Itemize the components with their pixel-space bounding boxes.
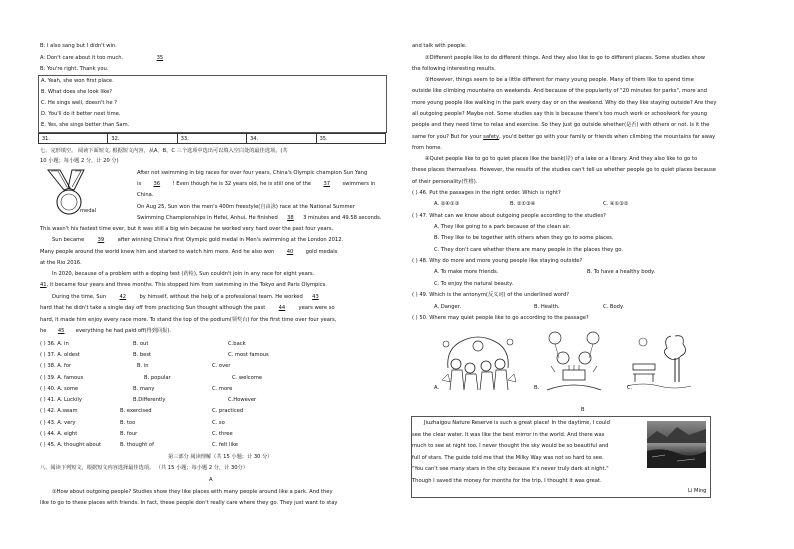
q48-c[interactable]: C. To enjoy the natural beauty.	[434, 281, 514, 287]
b-line4: full of stars. The guide told me that the Milky Way was not so hard to see.	[412, 455, 604, 461]
a3-line5: people and they need time to relax and exercise. So they just go outside whether(是否) with others or not. Is it the	[412, 122, 710, 128]
answer-cell-33[interactable]: 33.	[177, 134, 246, 144]
mc-43-b[interactable]: B. too	[120, 420, 136, 426]
q47: ( ) 47. What can we know about outgoing people according to the studies?	[412, 213, 606, 219]
mc-43-a[interactable]: ( ) 43. A. very	[40, 420, 76, 426]
mc-40-c[interactable]: C. more	[212, 386, 233, 392]
mc-42-a[interactable]: ( ) 42. A.swam	[40, 408, 78, 414]
mc-36-c[interactable]: C.back	[228, 341, 246, 347]
option-e: E. Yes, she sings better than Sam.	[41, 122, 130, 128]
option-d: D. You'll do it better next time.	[41, 111, 121, 117]
b-line6: Though I saved the money for months for the trip, I thought it was great.	[412, 478, 602, 484]
a1-line2: like to go to these places with friends. In fact, these people don't really care where they go. They just want to stay	[40, 500, 338, 506]
blank-40: 40	[286, 249, 294, 255]
b-line1: Jiuzhaigou Nature Reserve is such a great place! In the daytime, I could	[424, 420, 610, 426]
mc-44-b[interactable]: B. four	[120, 431, 138, 437]
a4-line2: these places themselves. However, the results of the studies can't tell us whether people go to quiet places because	[412, 167, 716, 173]
q46-c[interactable]: C. ④①③②	[603, 201, 629, 207]
underlined-safety: safety	[483, 134, 500, 140]
lake-photo	[647, 421, 706, 468]
mc-41-a[interactable]: ( ) 41. A. Luckily	[40, 397, 82, 403]
q50: ( ) 50. Where may quiet people like to go according to the passage?	[412, 315, 589, 321]
picture-b-label: B.	[534, 385, 540, 391]
blank-44: 44	[278, 305, 286, 311]
q49-a[interactable]: A. Danger.	[434, 304, 462, 310]
mc-40-a[interactable]: ( ) 40. A. some	[40, 386, 79, 392]
a1-line1: ①How about outgoing people? Studies show they like places with many people around like a park. And they	[52, 489, 333, 495]
blank-39: 39	[97, 237, 105, 243]
q47-a[interactable]: A. They like going to a park because of the clean air.	[434, 224, 571, 230]
mc-40-b[interactable]: B. many	[133, 386, 155, 392]
mc-39-c[interactable]: C. welcome	[232, 375, 263, 381]
p2-line3: This wasn't his fastest time ever, but it was still a big win because he worked very hard over the past four years.	[40, 226, 334, 232]
answer-cell-34[interactable]: 34.	[247, 134, 316, 144]
mc-43-c[interactable]: C. so	[212, 420, 225, 426]
mc-37-a[interactable]: ( ) 37. A. oldest	[40, 352, 80, 358]
mc-37-c[interactable]: C. most famous	[228, 352, 269, 358]
blank-38: 38	[287, 215, 294, 221]
picture-a[interactable]	[438, 328, 518, 392]
p2-line2: Swimming Championships in Hefei, Anhui. He finished 38 3 minutes and 49.58 seconds.	[137, 215, 382, 221]
answer-cell-31[interactable]: 31.	[39, 134, 108, 144]
medal-picture	[42, 168, 102, 218]
p1-line2: is 36 ! Even though he is 32 years old, he is still one of the 37 swimmers in	[137, 181, 376, 187]
p5-line1: During the time, Sun 42 by himself, without the help of a professional team. He worked 43	[52, 294, 326, 300]
a1-end: and talk with people.	[412, 43, 467, 49]
picture-c[interactable]	[627, 328, 691, 392]
b-author: Li Ming	[688, 488, 707, 494]
answer-table	[38, 133, 386, 144]
q49-c[interactable]: C. Body.	[603, 304, 624, 310]
mc-39-a[interactable]: ( ) 39. A. famous	[40, 375, 84, 381]
p3-line3: at the Rio 2016.	[40, 260, 82, 266]
dialog-line-a: A: Don't care about it too much. 35	[40, 55, 195, 61]
blank-41: 41	[40, 282, 47, 288]
p2-line1: On Aug 25, Sun won the men's 400m freestyle(自由泳) race at the National Summer	[137, 204, 355, 210]
mc-45-a[interactable]: ( ) 45. A. thought about	[40, 442, 102, 448]
blank-43: 43	[312, 294, 319, 300]
p5-line3: hard, it made him enjoy every race more. To stand the top of the podium(领奖台) for the first time over four years,	[40, 317, 337, 323]
part3-title: 第三部分 阅读理解（共 15 小题；计 30 分）	[168, 454, 273, 460]
answer-cell-35[interactable]: 35.	[316, 134, 385, 144]
blank-45: 45	[57, 328, 65, 334]
a3-line1: ③However, things seem to be a little different for many young people. Many of them like to spend time	[425, 77, 694, 83]
p4-line1: In 2020, because of a problem with a doping test (药检), Sun couldn't join in any race for eight years.	[52, 271, 315, 277]
dialog-line-b1: B: I also sang but I didn't win.	[40, 43, 117, 49]
passage-a-label: A	[209, 477, 213, 483]
q48-b[interactable]: B. To have a healthy body.	[587, 269, 656, 275]
mc-38-a[interactable]: ( ) 38. A. for	[40, 363, 72, 369]
a3-line3: more young people like walking in the park every day or on the weekend. Why do they like staying outside? Are they	[412, 100, 717, 106]
q47-b[interactable]: B. They like to be together with others when they go to some places.	[434, 235, 614, 241]
party-people-icon	[438, 328, 518, 392]
passage-b-label: B	[581, 407, 585, 413]
birthday-cake-icon	[543, 328, 605, 392]
p1-line3: China.	[137, 192, 154, 198]
a4-line3: of their personality(性格).	[412, 179, 478, 185]
q49-b[interactable]: B. Health.	[534, 304, 560, 310]
a3-line2: outside like climbing mountains on weekends. And because of the popularity of "20 minutes for parks", more and	[412, 88, 707, 94]
p3-line2: Many people around the world knew him and started to watch him more. And he also won 40 gold medals	[40, 249, 338, 255]
b-line3: much to see at night too. I never thought the sky would be so beautiful and	[412, 443, 609, 449]
mc-42-c[interactable]: C. practiced	[212, 408, 244, 414]
q49: ( ) 49. Which is the antonym(反义词) of the underlined word?	[412, 292, 570, 298]
q47-c[interactable]: C. They don't care whether there are many people in the places they go.	[434, 247, 624, 253]
mc-36-a[interactable]: ( ) 36. A. in	[40, 341, 69, 347]
option-c: C. He sings well, doesn't he ?	[41, 100, 117, 106]
a4-line1: ④Quiet people like to go to quiet places like the bank(岸) of a lake or a library. And they also like to go to	[425, 156, 698, 162]
option-b: B. What does she look like?	[41, 89, 113, 95]
lake-bench-icon	[627, 328, 691, 392]
p3-line1: Sun became 39 after winning China's first Olympic gold medal in Men's swimming at the London 2012.	[52, 237, 344, 243]
sec8-title: 八、阅读下列短文，根据短文内容选择最佳选项。 （共 15 小题；每小题 2 分，计 30分）	[40, 465, 248, 471]
b-line5: "You can't see many stars in the city because it's never truly dark at night."	[412, 466, 609, 472]
p5-line2: hard that he didn't take a single day off from practicing Sun thought although the past 44 years were so	[40, 305, 335, 311]
blank-42: 42	[119, 294, 127, 300]
a2-line2: the following interesting results.	[412, 66, 496, 72]
medal-label: medal	[80, 208, 97, 214]
q46-a[interactable]: A. ②④①③	[434, 201, 460, 207]
q48-a[interactable]: A. To make more friends.	[434, 269, 499, 275]
mc-45-c[interactable]: C. felt like	[212, 442, 238, 448]
mc-36-b[interactable]: B. out	[133, 341, 149, 347]
q46-b[interactable]: B. ②①③④	[510, 201, 536, 207]
blank-36: 36	[153, 181, 161, 187]
picture-a-label: A.	[434, 385, 440, 391]
mc-37-b[interactable]: B. best	[133, 352, 152, 358]
mc-42-b[interactable]: B. exercised	[120, 408, 152, 414]
blank-35: 35	[156, 55, 164, 61]
p5-line4: he 45 everything he had paid off(得到回报).	[40, 328, 172, 334]
blank-37: 37	[323, 181, 331, 187]
sec7-title: 七、完形填空。 阅读下面短文, 根据短文内容，从A、B、C 三个选项中选出可以填入空白处的最佳选项。(共	[40, 148, 288, 154]
mc-41-c[interactable]: C.However	[228, 397, 257, 403]
option-a: A. Yeah, she won first place.	[41, 78, 114, 84]
answer-cell-32[interactable]: 32.	[108, 134, 177, 144]
mc-44-a[interactable]: ( ) 44. A. eight	[40, 431, 78, 437]
b-line2: see the clear water. It was like the best mirror in the world. And there was	[412, 432, 605, 438]
mc-41-b[interactable]: B.Differently	[133, 397, 166, 403]
p4-line2: 41, it became four years and three months. This stopped him from swimming in the Tokyo and Paris Olympics.	[40, 282, 327, 288]
mc-38-b[interactable]: B. in	[137, 363, 149, 369]
a3-line4: all outgoing people? Maybe not. Some studies say this is because there's too much work or schoolwork for young	[412, 111, 708, 117]
a2-line1: ②Different people like to do different things. And they also like to go to different places. Some studies show	[425, 55, 706, 61]
a3-line6: same for you? But for your safety, you'd better go with your family or friends when climbing the mountains far away	[412, 134, 716, 140]
p1-line1: After not swimming in big races for over four years, China's Olympic champion Sun Yang	[137, 170, 368, 176]
mc-44-c[interactable]: C. three	[212, 431, 233, 437]
q46: ( ) 46. Put the passages in the right order. Which is right?	[412, 190, 561, 196]
picture-c-label: C.	[627, 385, 633, 391]
mc-39-b[interactable]: B. popular	[144, 375, 171, 381]
sec7-title-2: 10 小题；每小题 2 分，计 20 分)	[40, 158, 119, 164]
a3-line7: from home.	[412, 145, 443, 151]
mc-45-b[interactable]: B. thought of	[120, 442, 154, 448]
mountain-lake-icon	[647, 421, 706, 468]
mc-38-c[interactable]: C. over	[212, 363, 231, 369]
q48: ( ) 48. Why do more and more young people like staying outside?	[412, 258, 583, 264]
picture-b[interactable]	[543, 328, 605, 392]
dialog-line-b2: B: You're right. Thank you.	[40, 66, 109, 72]
